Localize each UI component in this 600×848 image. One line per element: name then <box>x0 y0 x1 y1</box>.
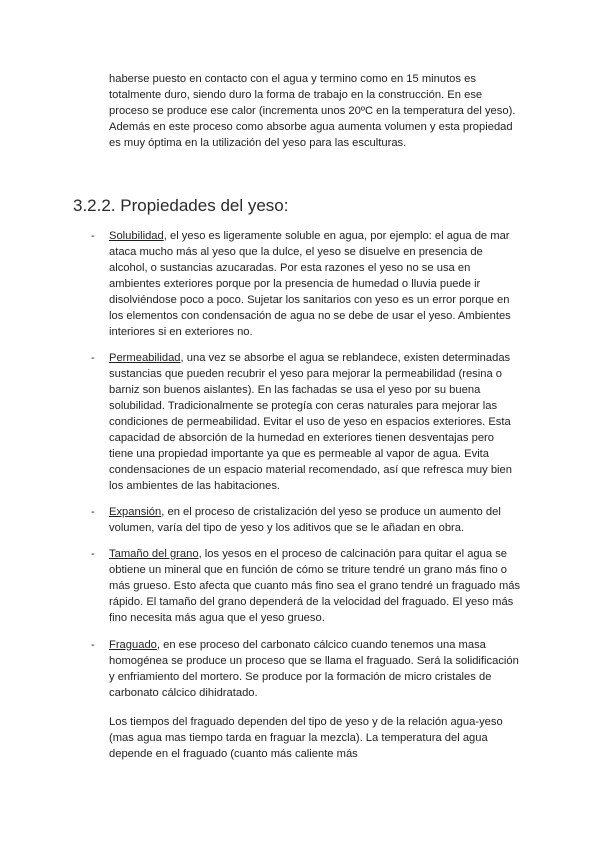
property-term: Permeabilidad <box>109 352 181 364</box>
property-term: Tamaño del grano <box>109 548 199 560</box>
bullet-dash: - <box>91 548 95 560</box>
bullet-dash: - <box>91 230 95 242</box>
bullet-dash: - <box>91 639 95 651</box>
property-description: , en el proceso de cristalización del yeso se produce un aumento del volumen, varía del tipo de yeso y los aditivos que se le añadan en obra. <box>109 506 501 534</box>
intro-paragraph: haberse puesto en contacto con el agua y termino como en 15 minutos es totalmente duro, siendo duro la forma de trabajo en la construcción. En ese proceso se produce ese calor (incrementa unos 20ºC en la temperatura del yeso). Además en este proceso como absorbe agua aumenta volumen y esta propiedad es muy óptima en la utilización del yeso para las esculturas. <box>109 73 516 149</box>
property-description: , los yesos en el proceso de calcinación para quitar el agua se obtiene un mineral que en función de cómo se triture tendré un grano más fino o más grueso. Esto afecta que cuanto más fino sea el grano tendré un fraguado más rápido. El tamaño del grano dependerá de la velocidad del fraguado. El yeso más fino necesita más agua que el yeso grueso. <box>109 548 521 624</box>
list-item-text <box>109 637 521 701</box>
property-term: Solubilidad <box>109 230 164 242</box>
property-term: Fraguado <box>109 639 157 651</box>
property-description: , una vez se absorbe el agua se reblandece, existen determinadas sustancias que pueden recubrir el yeso para mejorar la permeabilidad (resina o barniz son buenos aislantes). En las fachadas se usa el yeso por su buena solubilidad. Tradicionalmente se protegía con ceras naturales para mejorar las condiciones de permeabilidad. Evitar el uso de yeso en espacios exteriores. Esta capacidad de absorción de la humedad en exteriores tienen desventajas pero tiene una propiedad importante ya que es permeable al vapor de agua. Evita condensaciones de un espacio material recomendado, así que refresca muy bien los ambientes de las habitaciones. <box>109 352 512 492</box>
bullet-dash: - <box>91 506 95 518</box>
closing-paragraph: Los tiempos del fraguado dependen del tipo de yeso y de la relación agua-yeso (mas agua mas tiempo tarda en fraguar la mezcla). La temperatura del agua depende en el fraguado (cuanto más caliente más <box>109 716 503 760</box>
bullet-dash: - <box>91 352 95 364</box>
list-item-text <box>109 228 521 340</box>
property-description: , en ese proceso del carbonato cálcico cuando tenemos una masa homogénea se produce un proceso que se llama el fraguado. Será la solidificación y enfriamiento del mortero. Se produce por la formación de micro cristales de carbonato cálcico dihidratado. <box>109 639 519 699</box>
section-heading: 3.2.2. Propiedades del yeso: <box>73 196 289 215</box>
list-item-text <box>109 546 521 626</box>
list-item-text <box>109 504 521 536</box>
property-term: Expansión <box>109 506 162 518</box>
property-description: , el yeso es ligeramente soluble en agua, por ejemplo: el agua de mar ataca mucho más al yeso que la dulce, el yeso se disuelve en presencia de alcohol, o sustancias azucaradas. Por esta razones el yeso no se usa en ambientes exteriores porque por la presencia de humedad o lluvia puede ir disolviéndose poco a poco. Sujetar los sanitarios con yeso es un error porque en los elementos con condensación de agua no se debe de usar el yeso. Ambientes interiores si en exteriores no. <box>109 230 511 338</box>
list-item-text <box>109 350 521 494</box>
